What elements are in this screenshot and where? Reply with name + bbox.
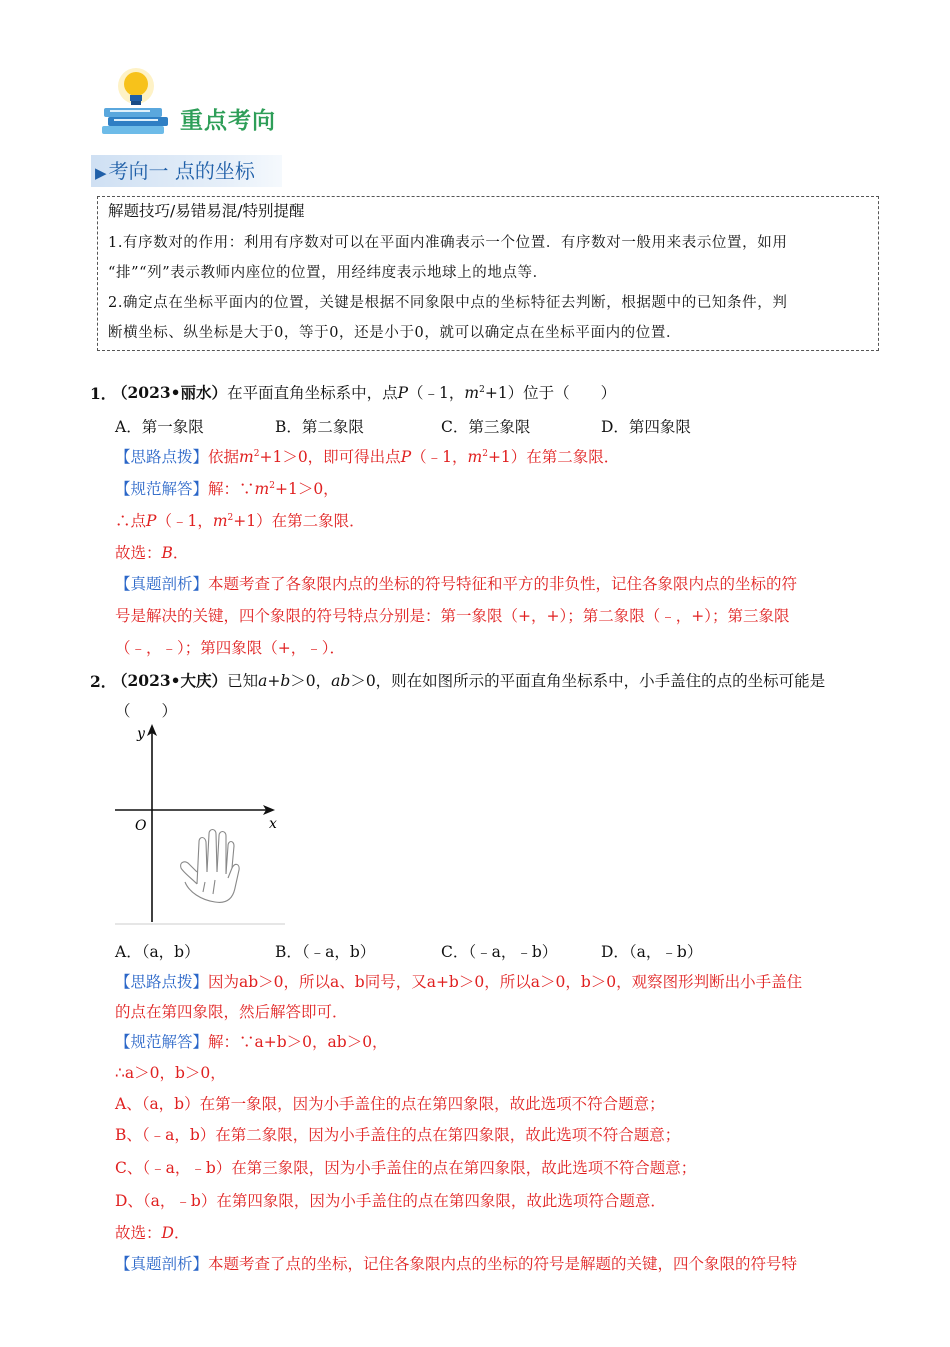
option-d: D．（a，﹣b） xyxy=(601,943,703,961)
hint-line: 的点在第四象限，然后解答即可． xyxy=(115,1003,348,1021)
answer-line: 故选：B． xyxy=(115,544,189,562)
question-stem: （2023•大庆）已知a+b＞0，ab＞0，则在如图所示的平面直角坐标系中，小手盖住的点的坐标可能是 xyxy=(112,671,826,690)
solution-line: D、（a，﹣b）在第四象限，因为小手盖住的点在第四象限，故此选项符合题意． xyxy=(115,1192,666,1210)
analysis-line: 【真题剖析】本题考查了点的坐标，记住各象限内点的坐标的符号是解题的关键，四个象限的符号特 xyxy=(115,1255,798,1273)
option-a: A．（a，b） xyxy=(115,943,200,961)
solution-line: 【规范解答】解：$\because m^2+1>0$， xyxy=(115,480,339,498)
option-b: B．（﹣a，b） xyxy=(275,943,376,961)
hint-line: 【思路点拨】因为ab＞0，所以a、b同号，又a+b＞0，所以a＞0，b＞0，观察图形判断出小手盖住 xyxy=(115,973,803,991)
tips-title: 解题技巧/易错易混/特别提醒 xyxy=(108,202,305,220)
tips-line: 1.有序数对的作用：利用有序数对可以在平面内准确表示一个位置．有序数对一般用来表示位置，如用 xyxy=(108,235,788,251)
solution-line: A、（a，b）在第一象限，因为小手盖住的点在第四象限，故此选项不符合题意； xyxy=(115,1095,665,1113)
solution-line: ∴点P（﹣1，$m^2+1$）在第二象限． xyxy=(115,512,365,530)
x-axis-label: x xyxy=(269,816,277,832)
hand-icon xyxy=(181,830,240,903)
lightbulb-on-books-icon xyxy=(96,58,176,138)
analysis-line: （﹣，﹣）；第四象限（+，﹣）． xyxy=(115,639,345,657)
question-paren: （ ） xyxy=(115,702,178,720)
solution-line: ∴a＞0，b＞0， xyxy=(115,1064,226,1082)
origin-label: O xyxy=(135,818,147,834)
option-b: B．第二象限 xyxy=(275,418,364,436)
question-number: 1． xyxy=(90,384,117,403)
y-axis-label: y xyxy=(137,726,145,742)
hint-line: 【思路点拨】依据$m^2+1>0$，即可得出点P（﹣1，$m^2+1$）在第二象限． xyxy=(115,448,620,466)
coordinate-graph xyxy=(115,722,285,927)
solution-line: C、（﹣a，﹣b）在第三象限，因为小手盖住的点在第四象限，故此选项不符合题意； xyxy=(115,1159,697,1177)
section-title: 考向一 点的坐标 xyxy=(108,159,255,183)
tips-line: “排”“列”表示教师内座位的位置，用经纬度表示地球上的地点等． xyxy=(108,265,548,281)
analysis-line: 号是解决的关键，四个象限的符号特点分别是：第一象限（+，+）；第二象限（﹣，+）；第三象限 xyxy=(115,607,790,625)
tips-line: 断横坐标、纵坐标是大于0，等于0，还是小于0，就可以确定点在坐标平面内的位置． xyxy=(108,325,682,341)
header-title: 重点考向 xyxy=(180,108,276,134)
solution-line: B、（﹣a，b）在第二象限，因为小手盖住的点在第四象限，故此选项不符合题意； xyxy=(115,1126,681,1144)
option-a: A．第一象限 xyxy=(115,418,204,436)
section-title-bar xyxy=(91,155,282,187)
option-c: C．（﹣a，﹣b） xyxy=(441,943,558,961)
option-d: D．第四象限 xyxy=(601,418,691,436)
analysis-line: 【真题剖析】本题考查了各象限内点的坐标的符号特征和平方的非负性，记住各象限内点的坐标的符 xyxy=(115,575,798,593)
answer-line: 故选：D． xyxy=(115,1224,190,1242)
tips-line: 2.确定点在坐标平面内的位置，关键是根据不同象限中点的坐标特征去判断，根据题中的已知条件，判 xyxy=(108,295,788,311)
question-number: 2． xyxy=(90,672,117,691)
option-c: C．第三象限 xyxy=(441,418,531,436)
question-stem: （2023•丽水）在平面直角坐标系中，点P（﹣1，$m^2+1$）位于（ ） xyxy=(112,383,617,402)
triangle-icon: ▶ xyxy=(95,164,107,182)
solution-line: 【规范解答】解：∵a+b＞0，ab＞0， xyxy=(115,1033,388,1051)
